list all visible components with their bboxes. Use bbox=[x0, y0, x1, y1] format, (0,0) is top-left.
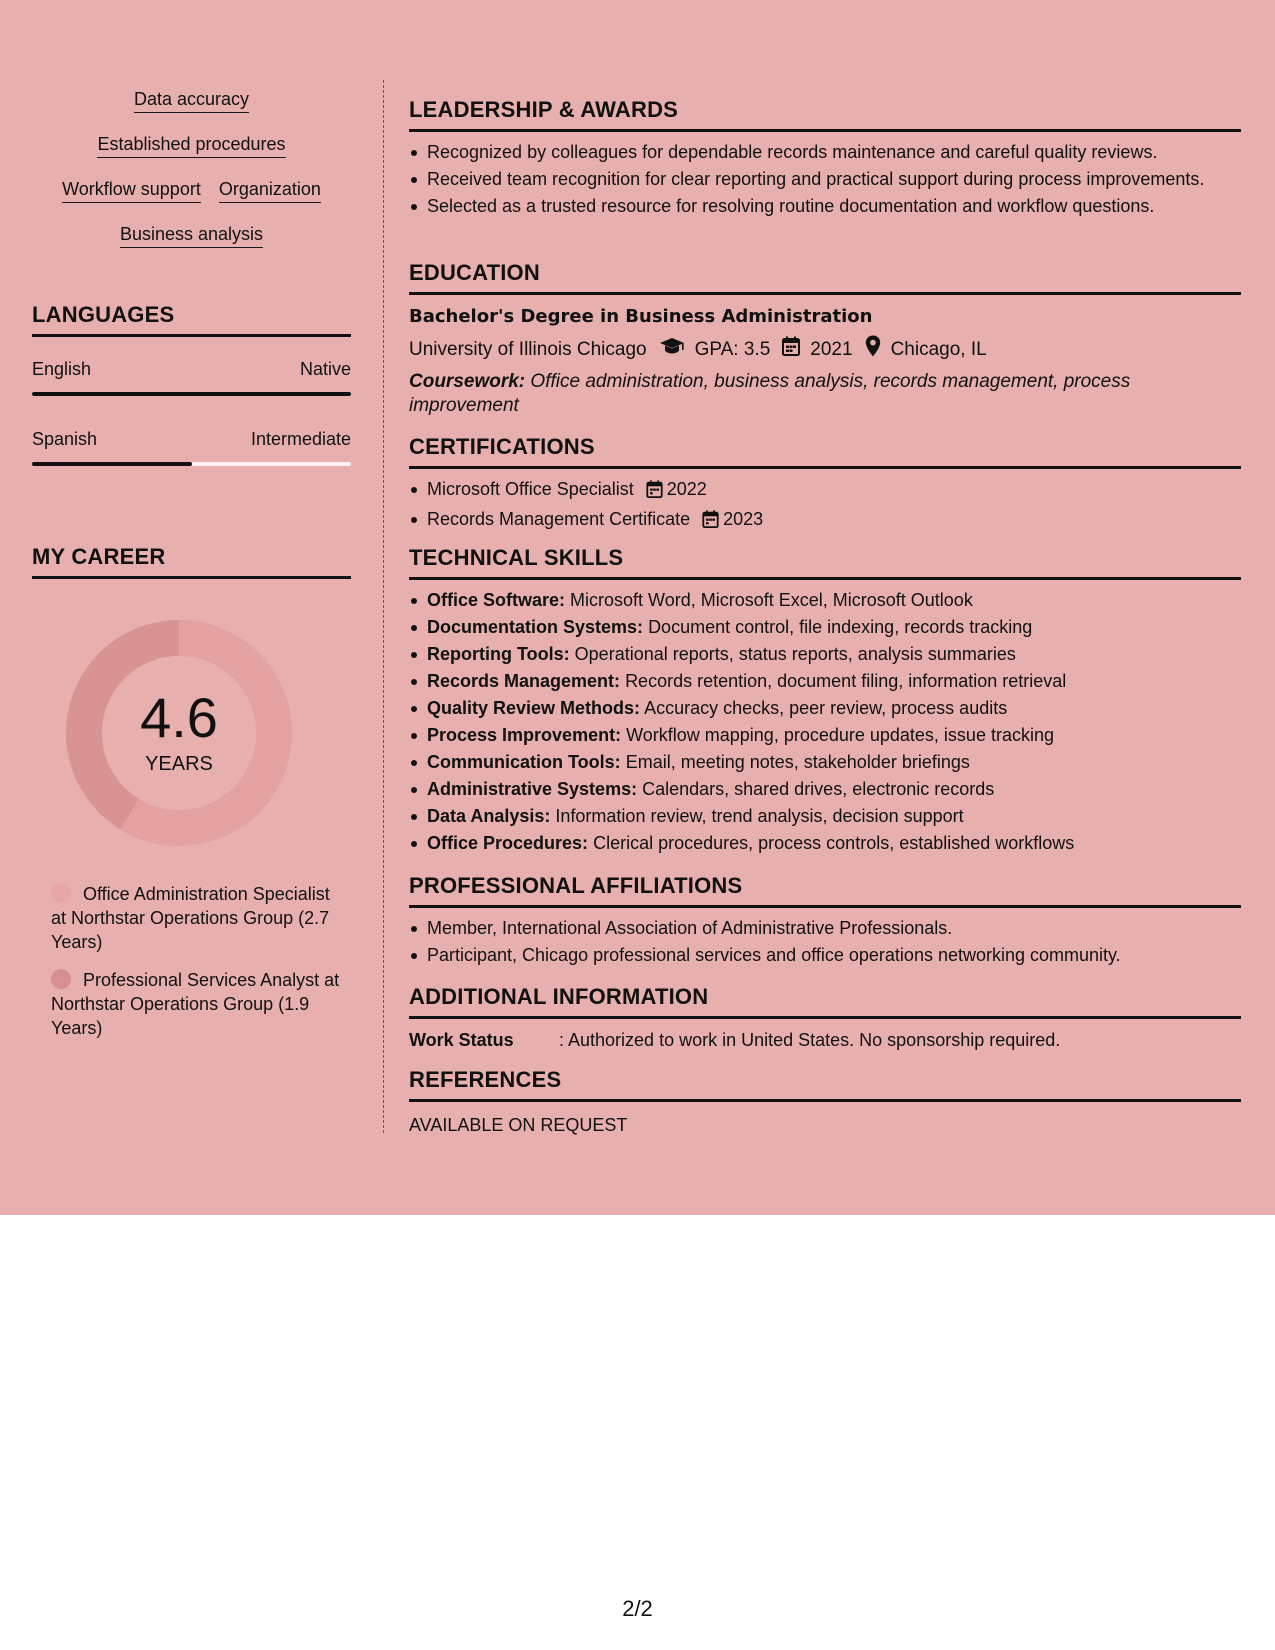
list-item: Member, International Association of Administrative Professionals. bbox=[409, 916, 1241, 940]
skill-row bbox=[32, 133, 351, 158]
degree-title: Bachelor's Degree in Business Administration bbox=[409, 306, 873, 327]
list-item: Participant, Chicago professional services and office operations networking community. bbox=[409, 943, 1241, 967]
calendar-icon bbox=[702, 510, 719, 534]
calendar-icon bbox=[646, 480, 663, 504]
language-proficiency-fill bbox=[32, 462, 192, 466]
skill-values: Email, meeting notes, stakeholder briefings bbox=[625, 752, 970, 772]
page-number: 2/2 bbox=[622, 1596, 653, 1621]
references-text: AVAILABLE ON REQUEST bbox=[409, 1115, 628, 1135]
languages-heading bbox=[32, 302, 351, 337]
career-role bbox=[51, 882, 341, 954]
graduation-year: 2021 bbox=[810, 338, 853, 360]
role-text: Professional Services Analyst at Northstar Operations Group (1.9 Years) bbox=[51, 970, 340, 1038]
list-item: Selected as a trusted resource for resolving routine documentation and workflow questions. bbox=[409, 194, 1241, 218]
certification-item bbox=[409, 477, 1241, 504]
section-rule bbox=[409, 1099, 1241, 1102]
section-rule bbox=[409, 905, 1241, 908]
section-rule bbox=[409, 466, 1241, 469]
list-item: Recognized by colleagues for dependable records maintenance and careful quality reviews. bbox=[409, 140, 1241, 164]
section-rule bbox=[32, 334, 351, 337]
skill-values: Document control, file indexing, records tracking bbox=[648, 617, 1033, 637]
skill-tag: Data accuracy bbox=[134, 88, 249, 113]
technical-skill-item bbox=[409, 642, 1241, 666]
skill-tag: Business analysis bbox=[120, 223, 263, 248]
role-text: Office Administration Specialist at Northstar Operations Group (2.7 Years) bbox=[51, 884, 330, 952]
graduation-cap-icon bbox=[659, 337, 685, 362]
technical-skill-item bbox=[409, 777, 1241, 801]
language-proficiency-fill bbox=[32, 392, 351, 396]
technical-skill-item bbox=[409, 804, 1241, 828]
skill-category: Communication Tools: bbox=[427, 752, 621, 772]
language-item bbox=[32, 428, 351, 466]
section-rule bbox=[409, 1016, 1241, 1019]
skill-category: Process Improvement: bbox=[427, 725, 622, 745]
section-title: CERTIFICATIONS bbox=[409, 434, 595, 459]
section-rule bbox=[409, 577, 1241, 580]
skill-tag: Established procedures bbox=[97, 133, 285, 158]
certification-name: Records Management Certificate bbox=[427, 509, 691, 529]
location-pin-icon bbox=[865, 335, 881, 364]
technical-skill-item bbox=[409, 696, 1241, 720]
calendar-icon bbox=[782, 336, 800, 363]
skill-tag: Workflow support bbox=[62, 178, 201, 203]
school-name: University of Illinois Chicago bbox=[409, 338, 647, 360]
skill-values: Operational reports, status reports, analysis summaries bbox=[574, 644, 1016, 664]
additional-info-section bbox=[409, 984, 1241, 1051]
section-title: MY CAREER bbox=[32, 544, 166, 569]
skill-category: Quality Review Methods: bbox=[427, 698, 641, 718]
technical-skill-item bbox=[409, 615, 1241, 639]
certification-item bbox=[409, 507, 1241, 534]
certifications-section bbox=[409, 434, 1241, 537]
role-color-dot bbox=[51, 883, 71, 903]
section-title: LANGUAGES bbox=[32, 302, 175, 327]
technical-skill-item bbox=[409, 669, 1241, 693]
section-title: REFERENCES bbox=[409, 1067, 562, 1092]
coursework-text: Office administration, business analysis, records management, process improvement bbox=[409, 371, 1131, 416]
skill-category: Records Management: bbox=[427, 671, 621, 691]
skill-values: Workflow mapping, procedure updates, issue tracking bbox=[626, 725, 1054, 745]
skill-category: Data Analysis: bbox=[427, 806, 551, 826]
section-rule bbox=[32, 576, 351, 579]
skill-category: Office Software: bbox=[427, 590, 566, 610]
language-name: English bbox=[32, 359, 92, 379]
column-divider bbox=[383, 80, 384, 1133]
section-rule bbox=[409, 292, 1241, 295]
list-item: Received team recognition for clear reporting and practical support during process improvements. bbox=[409, 167, 1241, 191]
skill-values: Information review, trend analysis, decision support bbox=[555, 806, 964, 826]
section-title: TECHNICAL SKILLS bbox=[409, 545, 624, 570]
technical-skill-item bbox=[409, 723, 1241, 747]
skill-category: Documentation Systems: bbox=[427, 617, 644, 637]
work-status-label: Work Status bbox=[409, 1030, 514, 1050]
affiliations-section bbox=[409, 873, 1241, 970]
skill-values: Accuracy checks, peer review, process audits bbox=[644, 698, 1008, 718]
skill-row bbox=[32, 223, 351, 248]
work-status-value: : Authorized to work in United States. No sponsorship required. bbox=[559, 1030, 1061, 1050]
skill-row bbox=[32, 178, 351, 203]
skill-values: Records retention, document filing, information retrieval bbox=[625, 671, 1067, 691]
education-section bbox=[409, 260, 1241, 418]
skill-row bbox=[32, 88, 351, 113]
language-name: Spanish bbox=[32, 429, 98, 449]
technical-skills-section bbox=[409, 545, 1241, 858]
technical-skill-item bbox=[409, 831, 1241, 855]
skill-values: Microsoft Word, Microsoft Excel, Microsoft Outlook bbox=[570, 590, 973, 610]
leadership-section bbox=[409, 97, 1241, 221]
career-total-value: 4.6 bbox=[140, 686, 218, 749]
technical-skill-item bbox=[409, 750, 1241, 774]
language-level: Native bbox=[299, 359, 351, 379]
gpa: GPA: 3.5 bbox=[694, 338, 771, 360]
skill-category: Reporting Tools: bbox=[427, 644, 570, 664]
language-proficiency-bar bbox=[32, 462, 351, 466]
certification-year: 2023 bbox=[723, 509, 764, 529]
section-title: ADDITIONAL INFORMATION bbox=[409, 984, 709, 1009]
school-location: Chicago, IL bbox=[890, 338, 987, 360]
skill-values: Clerical procedures, process controls, established workflows bbox=[593, 833, 1075, 853]
section-title: LEADERSHIP & AWARDS bbox=[409, 97, 679, 122]
career-heading bbox=[32, 544, 351, 579]
section-title: EDUCATION bbox=[409, 260, 540, 285]
skill-category: Administrative Systems: bbox=[427, 779, 638, 799]
section-title: PROFESSIONAL AFFILIATIONS bbox=[409, 873, 743, 898]
technical-skill-item bbox=[409, 588, 1241, 612]
certification-year: 2022 bbox=[666, 479, 707, 499]
language-proficiency-bar bbox=[32, 392, 351, 396]
coursework-label: Coursework: bbox=[409, 371, 526, 392]
skill-tag: Organization bbox=[219, 178, 321, 203]
technical-skills-list bbox=[409, 588, 1241, 855]
role-color-dot bbox=[51, 969, 71, 989]
language-item bbox=[32, 358, 351, 396]
skill-category: Office Procedures: bbox=[427, 833, 589, 853]
language-level: Intermediate bbox=[250, 429, 351, 449]
career-total-unit: YEARS bbox=[145, 753, 213, 775]
references-section bbox=[409, 1067, 1241, 1136]
education-meta bbox=[409, 335, 1241, 364]
work-status bbox=[409, 1029, 1241, 1051]
career-role bbox=[51, 968, 341, 1040]
skill-values: Calendars, shared drives, electronic records bbox=[642, 779, 995, 799]
coursework bbox=[409, 370, 1241, 418]
certification-name: Microsoft Office Specialist bbox=[427, 479, 634, 499]
section-rule bbox=[409, 129, 1241, 132]
